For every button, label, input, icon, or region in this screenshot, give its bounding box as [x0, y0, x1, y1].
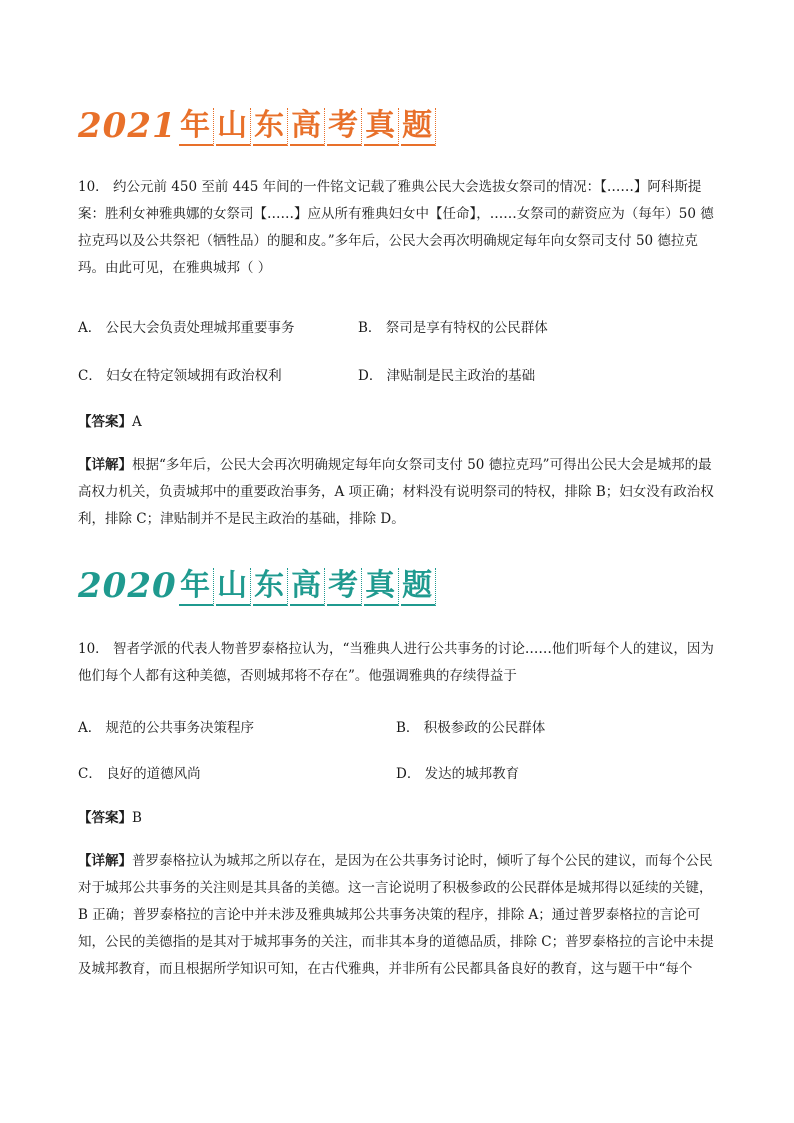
banner-char: 年: [179, 108, 214, 146]
answer-1: [78, 410, 142, 430]
banner-char: 年: [179, 568, 214, 606]
question-2-options-row-2: [78, 762, 718, 786]
banner-char: 考: [327, 568, 362, 606]
question-1-options-row-2: [78, 364, 718, 388]
banner-2020-shandong-exam: [78, 566, 436, 606]
banner-char: 真: [364, 108, 399, 146]
option-c: C． 良好的道德风尚: [78, 766, 201, 782]
banner-year: 2020: [78, 566, 177, 606]
banner-char: 高: [290, 568, 325, 606]
banner-char: 题: [401, 568, 436, 606]
question-1-options-row-1: [78, 316, 718, 340]
question-2-options-row-1: [78, 716, 718, 740]
option-b: B． 积极参政的公民群体: [396, 720, 546, 736]
option-a: A． 规范的公共事务决策程序: [78, 720, 255, 736]
detail-label: 【详解】: [78, 457, 132, 473]
option-d: D． 发达的城邦教育: [396, 766, 520, 782]
detail-text: 普罗泰格拉认为城邦之所以存在，是因为在公共事务讨论时，倾听了每个公民的建议，而每个公民对于城邦公共事务的关注则是其具备的美德。这一言论说明了积极参政的公民群体是城邦得以延续的关键，B 正确；普罗泰格拉的言论中并未涉及雅典城邦公共事务决策的程序，排除 A；通过普罗泰格拉的言论可知，公民的美德指的是其对于城邦事务的关注，而非其本身的道德品质，排除 C；普罗泰格拉的言论中未提及城邦教育，而且根据所学知识可知，在古代雅典，并非所有公民都具备良好的教育，这与题干中“每个: [78, 853, 714, 977]
banner-char: 山: [216, 108, 251, 146]
banner-char: 东: [253, 108, 288, 146]
answer-value: A: [132, 414, 142, 430]
answer-value: B: [132, 810, 142, 826]
option-b: B． 祭司是享有特权的公民群体: [358, 320, 548, 336]
detail-1: [78, 452, 718, 533]
banner-char: 山: [216, 568, 251, 606]
answer-2: [78, 806, 142, 826]
option-c: C． 妇女在特定领域拥有政治权利: [78, 368, 282, 384]
banner-year: 2021: [78, 106, 177, 146]
banner-char: 题: [401, 108, 436, 146]
banner-char: 考: [327, 108, 362, 146]
banner-char: 真: [364, 568, 399, 606]
banner-char: 高: [290, 108, 325, 146]
option-a: A． 公民大会负责处理城邦重要事务: [78, 320, 295, 336]
banner-char: 东: [253, 568, 288, 606]
question-1-text: 10． 约公元前 450 至前 445 年间的一件铭文记载了雅典公民大会选拔女祭司的情况：【……】阿科斯提案：胜利女神雅典娜的女祭司【……】应从所有雅典妇女中【任命】，……女祭司的薪资应为（每年）50 德拉克玛以及公共祭祀（牺牲品）的腿和皮。”多年后，公民大会再次明确规定每年向女祭司支付 50 德拉克玛。由此可见，在雅典城邦（ ）: [78, 179, 714, 276]
detail-2: [78, 848, 718, 983]
question-2-text: 10． 智者学派的代表人物普罗泰格拉认为，“当雅典人进行公共事务的讨论……他们听每个人的建议，因为他们每个人都有这种美德，否则城邦将不存在”。他强调雅典的存续得益于: [78, 641, 714, 684]
option-d: D． 津贴制是民主政治的基础: [358, 368, 536, 384]
detail-label: 【详解】: [78, 853, 132, 869]
banner-2021-shandong-exam: [78, 106, 436, 146]
answer-label: 【答案】: [78, 414, 132, 430]
detail-text: 根据“多年后，公民大会再次明确规定每年向女祭司支付 50 德拉克玛”可得出公民大会是城邦的最高权力机关，负责城邦中的重要政治事务，A 项正确；材料没有说明祭司的特权，排除 B；妇女没有政治权利，排除 C；津贴制并不是民主政治的基础，排除 D。: [78, 457, 714, 527]
answer-label: 【答案】: [78, 810, 132, 826]
